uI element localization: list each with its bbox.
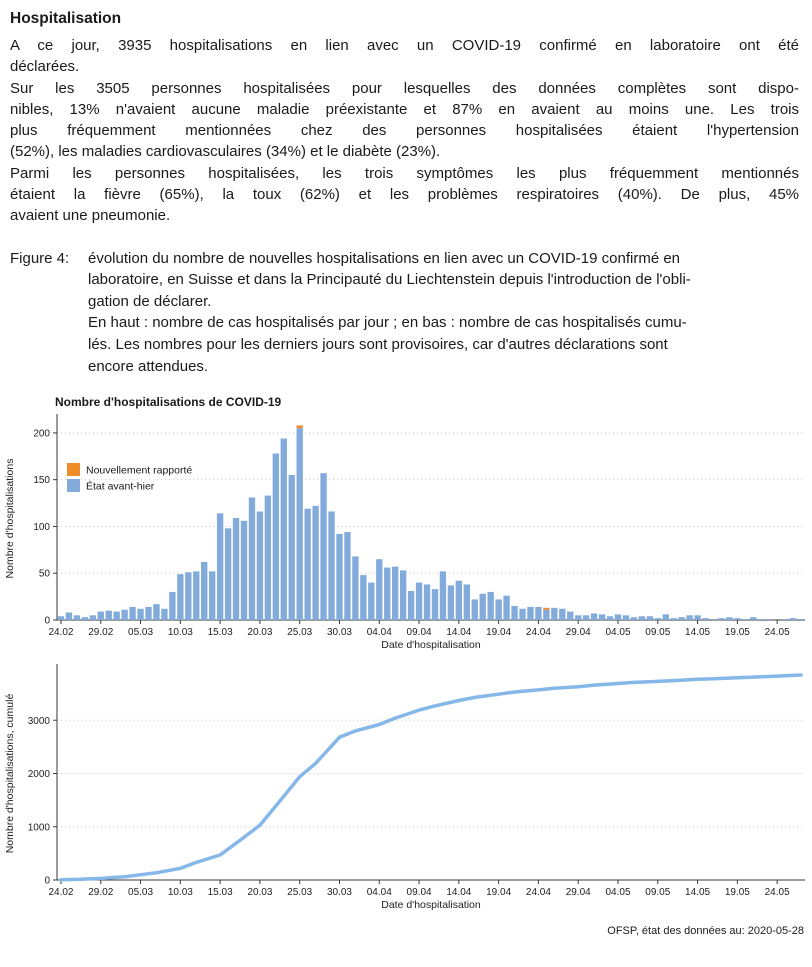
svg-text:04.04: 04.04 <box>366 887 392 899</box>
svg-text:2000: 2000 <box>27 769 50 781</box>
svg-text:29.04: 29.04 <box>565 627 591 639</box>
svg-text:19.05: 19.05 <box>724 627 750 639</box>
svg-text:24.05: 24.05 <box>764 887 790 899</box>
figure-caption <box>10 248 799 378</box>
figure-caption-line: gation de déclarer. <box>88 292 212 310</box>
svg-text:30.03: 30.03 <box>326 887 353 899</box>
svg-text:14.04: 14.04 <box>446 887 472 899</box>
svg-text:29.04: 29.04 <box>565 887 591 899</box>
svg-text:0: 0 <box>44 875 50 887</box>
paragraph <box>10 35 799 78</box>
svg-text:200: 200 <box>33 428 50 440</box>
svg-text:04.05: 04.05 <box>605 887 631 899</box>
paragraph-line: (52%), les maladies cardiovasculaires (34%) et le diabète (23%). <box>10 143 441 161</box>
figure-caption-label: Figure 4: <box>10 249 70 267</box>
svg-text:09.05: 09.05 <box>645 887 671 899</box>
svg-text:24.02: 24.02 <box>48 887 74 899</box>
svg-text:10.03: 10.03 <box>167 887 193 899</box>
svg-text:19.04: 19.04 <box>486 887 512 899</box>
svg-text:15.03: 15.03 <box>207 627 233 639</box>
svg-text:50: 50 <box>38 568 50 580</box>
page-title: Hospitalisation <box>10 10 122 27</box>
svg-text:14.05: 14.05 <box>685 627 711 639</box>
svg-text:05.03: 05.03 <box>128 627 154 639</box>
svg-text:Nombre d'hospitalisations, cum: Nombre d'hospitalisations, cumulé <box>4 693 16 854</box>
svg-text:Date d'hospitalisation: Date d'hospitalisation <box>381 899 481 912</box>
svg-text:24.05: 24.05 <box>764 627 790 639</box>
svg-text:3000: 3000 <box>27 715 50 727</box>
svg-text:09.04: 09.04 <box>406 627 432 639</box>
svg-text:0: 0 <box>44 615 50 627</box>
svg-text:Nouvellement rapporté: Nouvellement rapporté <box>86 464 193 477</box>
svg-text:20.03: 20.03 <box>247 627 273 639</box>
svg-text:Nombre d'hospitalisations: Nombre d'hospitalisations <box>4 458 16 579</box>
svg-text:100: 100 <box>33 522 50 534</box>
svg-text:25.03: 25.03 <box>287 887 313 899</box>
svg-text:10.03: 10.03 <box>167 627 193 639</box>
body-paragraphs <box>10 35 799 227</box>
svg-text:24.04: 24.04 <box>525 627 551 639</box>
svg-text:Nombre d'hospitalisations de C: Nombre d'hospitalisations de COVID-19 <box>55 395 282 410</box>
svg-text:04.04: 04.04 <box>366 627 392 639</box>
paragraph-line: déclarées. <box>10 58 80 76</box>
figure-caption-line: évolution du nombre de nouvelles hospitalisations en lien avec un COVID-19 confirmé en <box>88 249 681 267</box>
svg-text:14.05: 14.05 <box>685 887 711 899</box>
svg-text:25.03: 25.03 <box>287 627 313 639</box>
text-column <box>0 10 812 377</box>
figure-caption-line: laboratoire, en Suisse et dans la Principauté du Liechtenstein depuis l'introduction de l'obli- <box>88 271 691 289</box>
svg-text:150: 150 <box>33 475 50 487</box>
svg-text:24.02: 24.02 <box>48 627 74 639</box>
paragraph-line: étaient la fièvre (65%), la toux (62%) et les problèmes respiratoires (40%). De plus, 45% <box>10 186 799 204</box>
svg-text:19.04: 19.04 <box>486 627 512 639</box>
svg-text:État avant-hier: État avant-hier <box>86 480 155 493</box>
data-status-note: OFSP, état des données au: 2020-05-28 <box>607 925 804 938</box>
cumulative-hospitalisations-line-chart <box>0 653 812 921</box>
paragraph-line: Sur les 3505 personnes hospitalisées pour lesquelles des données complètes sont dispo- <box>10 79 799 97</box>
figure-caption-text <box>88 248 799 378</box>
paragraph <box>10 78 799 163</box>
figure-caption-line: lés. Les nombres pour les derniers jours sont provisoires, car d'autres déclarations sont <box>88 336 668 354</box>
paragraph-line: nibles, 13% n'avaient aucune maladie préexistante et 87% en avaient au moins une. Les trois <box>10 100 799 118</box>
paragraph-line: A ce jour, 3935 hospitalisations en lien avec un COVID-19 confirmé en laboratoire ont été <box>10 37 799 54</box>
paragraph-line: avaient une pneumonie. <box>10 207 171 225</box>
daily-hospitalisations-bar-chart <box>0 391 812 653</box>
paragraph-line: plus fréquemment mentionnées chez des personnes hospitalisées étaient l'hypertension <box>10 122 799 140</box>
svg-text:20.03: 20.03 <box>247 887 273 899</box>
paragraph <box>10 163 799 227</box>
svg-text:04.05: 04.05 <box>605 627 631 639</box>
svg-text:15.03: 15.03 <box>207 887 233 899</box>
svg-text:09.05: 09.05 <box>645 627 671 639</box>
svg-text:29.02: 29.02 <box>88 887 114 899</box>
svg-text:30.03: 30.03 <box>326 627 353 639</box>
svg-text:1000: 1000 <box>27 822 50 834</box>
svg-text:Date d'hospitalisation: Date d'hospitalisation <box>381 639 481 652</box>
svg-text:05.03: 05.03 <box>128 887 154 899</box>
figure-caption-line: En haut : nombre de cas hospitalisés par jour ; en bas : nombre de cas hospitalisés cumu- <box>88 314 687 332</box>
svg-text:19.05: 19.05 <box>724 887 750 899</box>
figure-caption-line: encore attendues. <box>88 357 209 375</box>
paragraph-line: Parmi les personnes hospitalisées, les trois symptômes les plus fréquemment mentionnés <box>10 164 799 182</box>
svg-text:14.04: 14.04 <box>446 627 472 639</box>
svg-text:29.02: 29.02 <box>88 627 114 639</box>
svg-text:09.04: 09.04 <box>406 887 432 899</box>
svg-text:24.04: 24.04 <box>525 887 551 899</box>
